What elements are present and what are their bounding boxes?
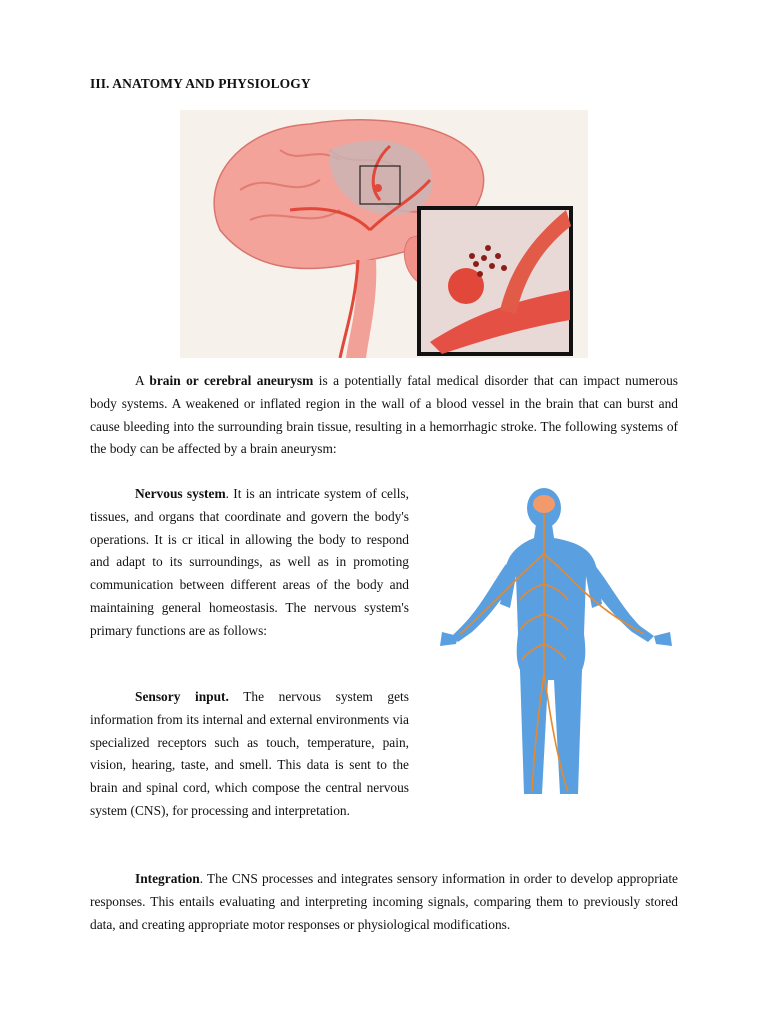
nervous-system-illustration	[432, 484, 680, 804]
term-sensory-input: Sensory input.	[135, 689, 229, 704]
term-brain-aneurysm: brain or cerebral aneurysm	[149, 373, 314, 388]
section-heading: III. ANATOMY AND PHYSIOLOGY	[90, 76, 311, 91]
intro-paragraph: A brain or cerebral aneurysm is a potentially fatal medical disorder that can impact numerous body systems. A weakened or inflated region in the wall of a blood vessel in the brain that can burst and cause bleeding into the surrounding brain tissue, resulting in a hemorrhagic stroke. The following systems of the body can be affected by a brain aneurysm:	[90, 373, 678, 457]
integration-paragraph: Integration. The CNS processes and integrates sensory information in order to develop appropriate responses. This entails evaluating and interpreting incoming signals, comparing them to previously stored data, and creating appropriate motor responses or physiological modifications.	[90, 871, 678, 932]
term-integration: Integration	[135, 871, 200, 886]
brain-aneurysm-illustration	[180, 110, 588, 358]
nervous-system-paragraph: Nervous system. It is an intricate system of cells, tissues, and organs that coordinate and govern the body's operations. It is cr itical in allowing the body to respond and adapt to its surroundings, as well as in promoting communication between different areas of the body and maintaining general homeostasis. The nervous system's primary functions are as follows:	[90, 486, 409, 638]
sensory-input-paragraph: Sensory input. The nervous system gets information from its internal and external environments via specialized receptors such as touch, temperature, pain, vision, hearing, taste, and smell. This data is sent to the brain and spinal cord, which compose the central nervous system (CNS), for processing and interpretation.	[90, 689, 409, 818]
term-nervous-system: Nervous system	[135, 486, 226, 501]
